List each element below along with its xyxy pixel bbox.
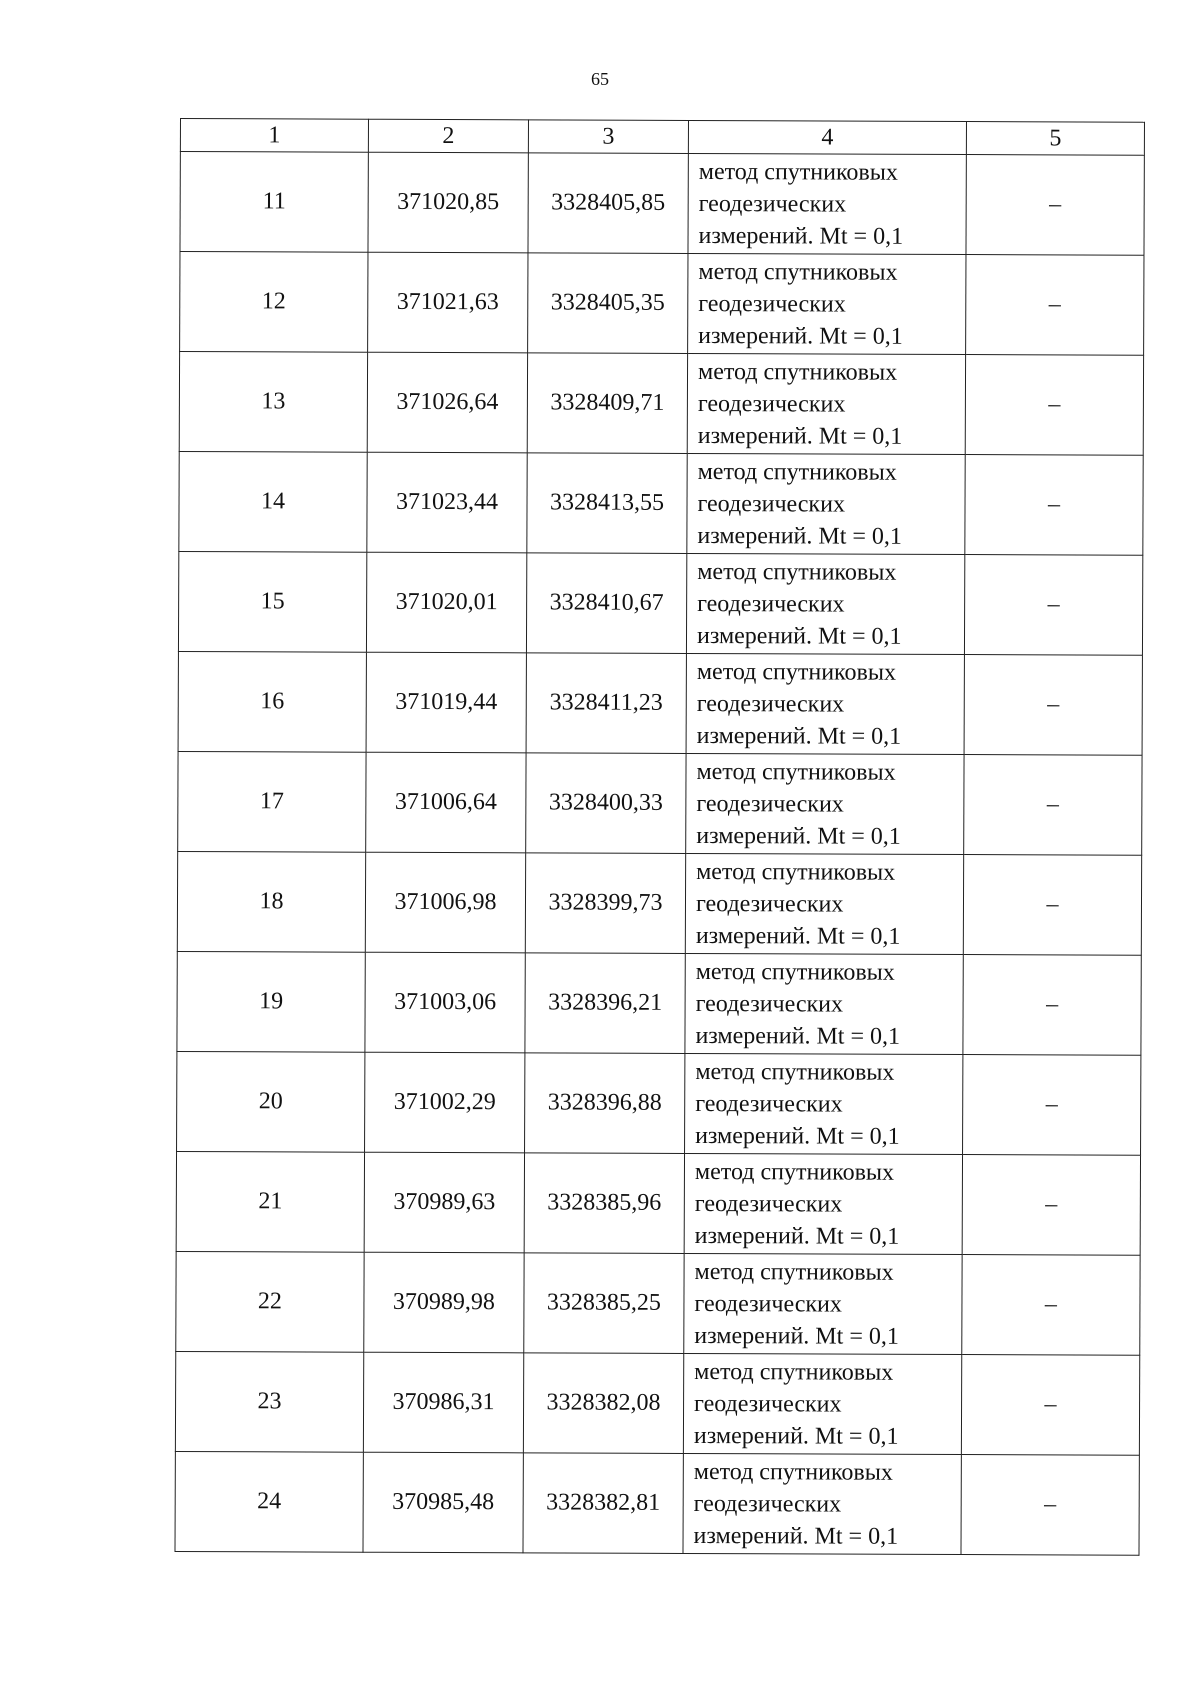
method-line-3: измерений. Mt = 0,1: [694, 1222, 900, 1250]
point-number-cell: 21: [176, 1151, 364, 1252]
note-cell: –: [965, 355, 1143, 456]
method-line-2: геодезических: [694, 1390, 842, 1418]
method-line-3: измерений. Mt = 0,1: [698, 222, 904, 250]
coordinate-y-cell: 3328396,21: [525, 953, 685, 1054]
coordinate-x-cell: 371026,64: [367, 352, 527, 453]
coordinate-y-cell: 3328413,55: [527, 453, 687, 554]
method-line-2: геодезических: [697, 490, 846, 518]
coordinate-x-cell: 371002,29: [365, 1052, 525, 1153]
table-row: [179, 451, 1143, 555]
table-row: [176, 1251, 1140, 1355]
method-line-1: метод спутниковых: [697, 358, 898, 386]
coordinate-x-cell: 371003,06: [365, 952, 525, 1053]
method-cell: [687, 353, 965, 454]
table-row: [178, 751, 1142, 855]
method-line-1: метод спутниковых: [696, 858, 896, 886]
column-header-5: 5: [966, 122, 1144, 156]
method-cell: [688, 253, 966, 354]
point-number-cell: 24: [175, 1451, 363, 1552]
method-line-2: геодезических: [698, 190, 847, 218]
note-cell: –: [962, 1255, 1140, 1356]
method-cell: [686, 653, 964, 754]
note-cell: –: [963, 1055, 1141, 1156]
method-cell: [686, 753, 964, 854]
table-row: [177, 851, 1141, 955]
table-row: [175, 1451, 1139, 1555]
method-line-3: измерений. Mt = 0,1: [695, 1122, 900, 1150]
method-line-2: геодезических: [697, 390, 846, 418]
point-number-cell: 17: [178, 751, 366, 852]
coordinate-y-cell: 3328405,35: [528, 253, 688, 354]
coordinate-x-cell: 371006,64: [366, 752, 526, 853]
method-line-3: измерений. Mt = 0,1: [696, 722, 902, 750]
note-cell: –: [963, 955, 1141, 1056]
coordinate-y-cell: 3328409,71: [527, 353, 687, 454]
coordinate-y-cell: 3328405,85: [528, 153, 688, 254]
method-line-2: геодезических: [698, 290, 846, 318]
method-line-1: метод спутниковых: [694, 1158, 895, 1186]
coordinates-table-wrapper: [180, 118, 1144, 1552]
coordinate-y-cell: 3328385,25: [524, 1253, 684, 1354]
column-header-1: 1: [180, 119, 368, 153]
method-line-1: метод спутниковых: [697, 458, 897, 486]
note-cell: –: [965, 455, 1143, 556]
method-line-3: измерений. Mt = 0,1: [697, 522, 903, 550]
coordinate-x-cell: 370985,48: [363, 1452, 523, 1553]
table-row: [178, 651, 1142, 755]
table-row: [180, 152, 1144, 256]
method-cell: [685, 953, 963, 1054]
method-line-1: метод спутниковых: [698, 158, 898, 186]
table-row: [179, 352, 1143, 456]
method-line-1: метод спутниковых: [694, 1358, 894, 1386]
method-line-3: измерений. Mt = 0,1: [693, 1422, 899, 1450]
table-row: [177, 1051, 1141, 1155]
coordinate-y-cell: 3328396,88: [525, 1053, 685, 1154]
method-line-3: измерений. Mt = 0,1: [694, 1322, 899, 1350]
method-line-1: метод спутниковых: [696, 658, 897, 686]
point-number-cell: 20: [177, 1051, 365, 1152]
note-cell: –: [962, 1155, 1140, 1256]
method-line-2: геодезических: [695, 990, 844, 1018]
method-line-1: метод спутниковых: [695, 958, 895, 986]
note-cell: –: [963, 855, 1141, 956]
method-cell: [683, 1453, 961, 1554]
method-line-2: геодезических: [697, 590, 845, 618]
table-body: [175, 152, 1144, 1556]
method-line-1: метод спутниковых: [694, 1258, 894, 1286]
method-line-2: геодезических: [694, 1290, 842, 1318]
page-number: 65: [591, 69, 609, 89]
method-cell: [684, 1153, 962, 1254]
method-cell: [685, 853, 963, 954]
table-header-row: [180, 119, 1144, 156]
method-line-2: геодезических: [694, 1190, 843, 1218]
method-line-3: измерений. Mt = 0,1: [697, 422, 903, 450]
coordinate-y-cell: 3328382,81: [523, 1453, 683, 1554]
coordinate-y-cell: 3328410,67: [526, 553, 686, 654]
note-cell: –: [966, 155, 1144, 256]
point-number-cell: 23: [175, 1351, 363, 1452]
method-line-1: метод спутниковых: [693, 1458, 893, 1486]
point-number-cell: 14: [179, 451, 367, 552]
point-number-cell: 19: [177, 951, 365, 1052]
table-row: [178, 551, 1142, 655]
method-line-3: измерений. Mt = 0,1: [696, 622, 902, 650]
point-number-cell: 12: [180, 252, 368, 353]
method-line-3: измерений. Mt = 0,1: [695, 1022, 901, 1050]
method-line-2: геодезических: [696, 690, 845, 718]
method-line-1: метод спутниковых: [696, 758, 896, 786]
table-row: [177, 951, 1141, 1055]
note-cell: –: [964, 655, 1142, 756]
column-header-3: 3: [528, 120, 688, 154]
coordinate-x-cell: 370989,98: [364, 1252, 524, 1353]
coordinate-y-cell: 3328399,73: [525, 853, 685, 954]
coordinate-x-cell: 371020,85: [368, 152, 528, 253]
method-line-3: измерений. Mt = 0,1: [698, 322, 903, 350]
method-line-2: геодезических: [693, 1490, 842, 1518]
method-line-2: геодезических: [695, 1090, 843, 1118]
point-number-cell: 13: [179, 352, 367, 453]
note-cell: –: [964, 755, 1142, 856]
method-line-1: метод спутниковых: [695, 1058, 895, 1086]
method-line-3: измерений. Mt = 0,1: [696, 822, 901, 850]
note-cell: –: [966, 255, 1144, 356]
method-cell: [688, 153, 966, 254]
method-cell: [686, 553, 964, 654]
note-cell: –: [961, 1355, 1139, 1456]
note-cell: –: [964, 555, 1142, 656]
table-row: [175, 1351, 1139, 1455]
table-row: [176, 1151, 1140, 1255]
coordinate-y-cell: 3328382,08: [523, 1353, 683, 1454]
coordinate-x-cell: 370989,63: [364, 1152, 524, 1253]
coordinate-y-cell: 3328385,96: [524, 1153, 684, 1254]
note-cell: –: [961, 1455, 1139, 1556]
method-line-3: измерений. Mt = 0,1: [695, 922, 901, 950]
method-cell: [683, 1353, 961, 1454]
coordinate-x-cell: 371006,98: [365, 852, 525, 953]
coordinate-x-cell: 370986,31: [363, 1352, 523, 1453]
method-line-2: геодезических: [695, 890, 844, 918]
coordinate-x-cell: 371023,44: [367, 452, 527, 553]
coordinate-x-cell: 371020,01: [366, 552, 526, 653]
point-number-cell: 22: [176, 1251, 364, 1352]
coordinates-table: [174, 118, 1144, 1556]
method-line-3: измерений. Mt = 0,1: [693, 1522, 899, 1550]
method-cell: [685, 1053, 963, 1154]
coordinate-x-cell: 371021,63: [368, 252, 528, 353]
point-number-cell: 11: [180, 152, 368, 253]
method-line-2: геодезических: [696, 790, 844, 818]
method-cell: [684, 1253, 962, 1354]
point-number-cell: 18: [177, 851, 365, 952]
point-number-cell: 16: [178, 651, 366, 752]
point-number-cell: 15: [178, 551, 366, 652]
method-line-1: метод спутниковых: [698, 258, 898, 286]
coordinate-y-cell: 3328411,23: [526, 653, 686, 754]
column-header-4: 4: [688, 120, 966, 154]
coordinate-y-cell: 3328400,33: [526, 753, 686, 854]
method-cell: [687, 453, 965, 554]
coordinate-x-cell: 371019,44: [366, 652, 526, 753]
column-header-2: 2: [368, 119, 528, 153]
table-row: [180, 252, 1144, 356]
method-line-1: метод спутниковых: [697, 558, 897, 586]
